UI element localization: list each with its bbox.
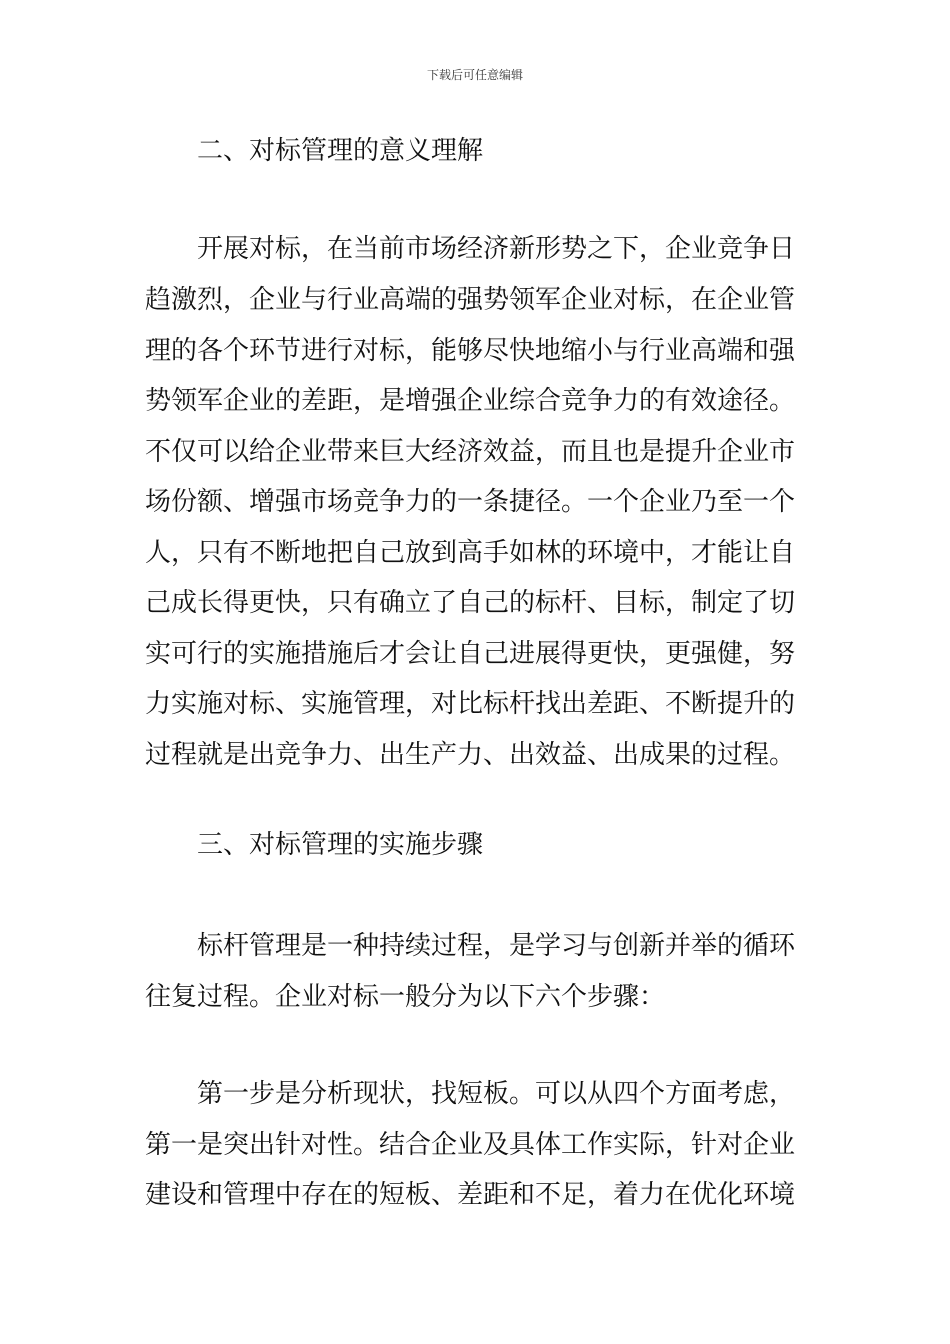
page-header: 下载后可任意编辑 <box>426 68 523 82</box>
paragraph-line: 第一是突出针对性。结合企业及具体工作实际，针对企业 <box>145 1130 796 1160</box>
paragraph-line: 过程就是出竞争力、出生产力、出效益、出成果的过程。 <box>145 740 796 770</box>
paragraph-line: 第一步是分析现状，找短板。可以从四个方面考虑， <box>197 1079 796 1109</box>
section-heading: 三、对标管理的实施步骤 <box>197 830 484 860</box>
paragraph-line: 理的各个环节进行对标，能够尽快地缩小与行业高端和强 <box>145 336 796 366</box>
paragraph-line: 不仅可以给企业带来巨大经济效益，而且也是提升企业市 <box>145 437 796 467</box>
paragraph-line: 趋激烈，企业与行业高端的强势领军企业对标，在企业管 <box>145 285 796 315</box>
paragraph-line: 实可行的实施措施后才会让自己进展得更快，更强健，努 <box>145 639 796 669</box>
section-heading: 二、对标管理的意义理解 <box>197 136 484 166</box>
paragraph-line: 开展对标，在当前市场经济新形势之下，企业竞争日 <box>197 234 796 264</box>
paragraph-line: 建设和管理中存在的短板、差距和不足，着力在优化环境 <box>145 1180 796 1210</box>
paragraph-line: 场份额、增强市场竞争力的一条捷径。一个企业乃至一个 <box>145 487 796 517</box>
paragraph-line: 人，只有不断地把自己放到高手如林的环境中，才能让自 <box>145 538 796 568</box>
paragraph-line: 势领军企业的差距，是增强企业综合竞争力的有效途径。 <box>145 386 796 416</box>
paragraph-line: 标杆管理是一种持续过程，是学习与创新并举的循环 <box>197 931 796 961</box>
paragraph-line: 己成长得更快，只有确立了自己的标杆、目标，制定了切 <box>145 588 796 618</box>
paragraph-line: 往复过程。企业对标一般分为以下六个步骤： <box>145 982 666 1012</box>
paragraph-line: 力实施对标、实施管理，对比标杆找出差距、不断提升的 <box>145 689 796 719</box>
